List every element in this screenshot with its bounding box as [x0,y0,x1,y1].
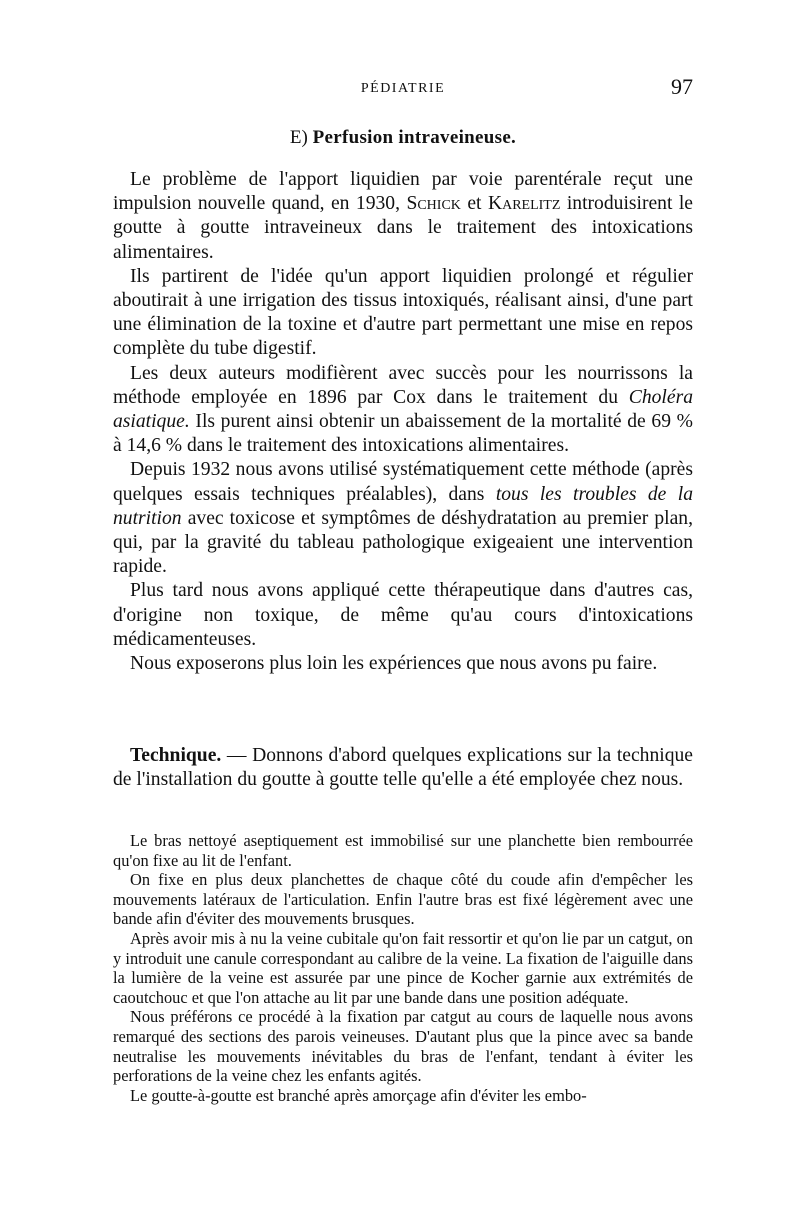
technique-paragraph: Technique. — Donnons d'abord quelques explications sur la technique de l'installation du goutte à goutte telle qu'elle a été employée chez nous. [113,745,693,791]
section-title-text: Perfusion intraveineuse. [312,127,517,148]
paragraph-5: Plus tard nous avons appliqué cette thérapeutique dans d'autres cas, d'origine non toxique, de même qu'au cours d'intoxications médicamenteuses. [113,580,693,650]
small-paragraph-1: Le bras nettoyé aseptiquement est immobilisé sur une planchette bien rembourrée qu'on fixe au lit de l'enfant. [113,831,693,870]
section-number: E) [289,127,308,148]
small-paragraph-4: Nous préférons ce procédé à la fixation par catgut au cours de laquelle nous avons remarqué des sections des parois veineuses. D'autant plus que la pince avec sa bande neutralise les mouvements inévitables du bras de l'enfant, tendant à éviter les perforations de la veine chez les enfants agités. [113,1007,693,1086]
running-head: PÉDIATRIE [360,81,446,96]
page-header [113,74,693,110]
small-paragraph-2: On fixe en plus deux planchettes de chaque côté du coude afin d'empêcher les mouvements latéraux de l'articulation. Enfin l'autre bras est fixé légèrement avec une bande afin d'éviter des mouvements brusques. [113,870,693,929]
body-text [113,168,693,676]
italic-term: Choléra asiatique. [113,386,693,433]
paragraph-3: Les deux auteurs modifièrent avec succès pour les nourrissons la méthode employée en 1896 par Cox dans le traitement du Choléra asiatique. Ils purent ainsi obtenir un abaissement de la mortalité de 69 % à 14,6 % dans le traitement des intoxications alimentaires. [113,362,693,457]
paragraph-6: Nous exposerons plus loin les expériences que nous avons pu faire. [130,653,658,675]
small-paragraph-5: Le goutte-à-goutte est branché après amorçage afin d'éviter les embo- [130,1085,587,1105]
author-name: Karelitz [487,193,561,215]
paragraph-4: Depuis 1932 nous avons utilisé systématiquement cette méthode (après quelques essais techniques préalables), dans tous les troubles de la nutrition avec toxicose et symptômes de déshydratation au premier plan, qui, par la gravité du tableau pathologique exigeaient une intervention rapide. [113,459,693,578]
small-paragraph-3: Après avoir mis à nu la veine cubitale qu'on fait ressortir et qu'on lie par un catgut, on y introduit une canule correspondant au calibre de la veine. La fixation de l'aiguille dans la lumière de la veine est assurée par une pince de Kocher garnie aux extrémités de caoutchouc et que l'on attache au lit par une bande dans une position adéquate. [113,928,693,1007]
italic-term: tous les troubles de la nutrition [113,483,693,529]
technique-heading: Technique. [130,745,222,766]
page-number: 97 [671,74,693,99]
author-name: Schick [406,193,461,215]
small-print-text [113,831,693,1105]
paragraph-1: Le problème de l'apport liquidien par voie parentérale reçut une impulsion nouvelle quand, en 1930, Schick et Karelitz introduisirent le goutte à goutte intraveineux dans le traitement des intoxications alimentaires. [113,169,694,263]
paragraph-2: Ils partirent de l'idée qu'un apport liquidien prolongé et régulier aboutirait à une irrigation des tissus intoxiqués, réalisant ainsi, d'une part une élimination de la toxine et d'autre part permettant une mise en repos complète du tube digestif. [113,265,693,360]
section-title [113,127,693,149]
